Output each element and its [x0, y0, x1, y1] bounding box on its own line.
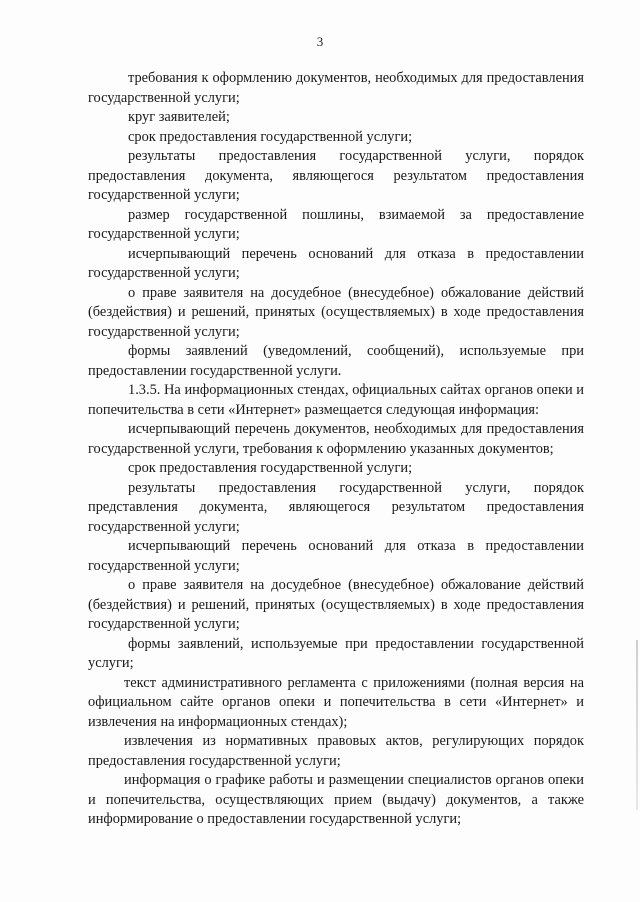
paragraph: о праве заявителя на досудебное (внесудебное) обжалование действий (бездействия) и решений, принятых (осуществляемых) в ходе предоставления государственной услуги; [88, 284, 584, 340]
paragraph: результаты предоставления государственной услуги, порядок предоставления документа, являющегося результатом предоставления государственной услуги; [88, 148, 584, 203]
paragraph: исчерпывающий перечень оснований для отказа в предоставлении государственной услуги; [88, 245, 584, 281]
paragraph: исчерпывающий перечень документов, необходимых для предоставления государственной услуги, требования к оформлению указанных документов; [88, 421, 584, 457]
paragraph: формы заявлений (уведомлений, сообщений), используемые при предоставлении государственной услуги. [88, 343, 584, 379]
paragraph: о праве заявителя на досудебное (внесудебное) обжалование действий (бездействия) и решений, принятых (осуществляемых) в ходе предоставления государственной услуги; [88, 577, 584, 632]
section-paragraph: 1.3.5. На информационных стендах, официальных сайтах органов опеки и попечительства в сети «Интернет» размещается следующая информация: [88, 382, 584, 418]
document-body [88, 69, 584, 830]
paragraph: исчерпывающий перечень оснований для отказа в предоставлении государственной услуги; [88, 538, 584, 574]
paragraph: формы заявлений, используемые при предоставлении государственной услуги; [88, 635, 584, 671]
paragraph: информация о графике работы и размещении специалистов органов опеки и попечительства, осуществляющих прием (выдачу) документов, а также информирование о предоставлении государственной услуги; [88, 772, 584, 827]
paragraph: срок предоставления государственной услуги; [128, 460, 413, 476]
paragraph: результаты предоставления государственной услуги, порядок представления документа, являющегося результатом предоставления государственной услуги; [88, 479, 584, 535]
page-number: 3 [316, 34, 324, 49]
scan-edge-shadow [636, 640, 638, 810]
paragraph: срок предоставления государственной услуги; [128, 128, 413, 145]
paragraph: текст административного регламента с приложениями (полная версия на официальном сайте органов опеки и попечительства в сети «Интернет» и извлечения на информационных стендах); [88, 674, 584, 730]
paragraph: требования к оформлению документов, необходимых для предоставления государственной услуги; [88, 70, 584, 106]
paragraph: размер государственной пошлины, взимаемой за предоставление государственной услуги; [88, 206, 584, 242]
paragraph: извлечения из нормативных правовых актов, регулирующих порядок предоставления государственной услуги; [88, 733, 584, 769]
paragraph: круг заявителей; [128, 109, 230, 125]
